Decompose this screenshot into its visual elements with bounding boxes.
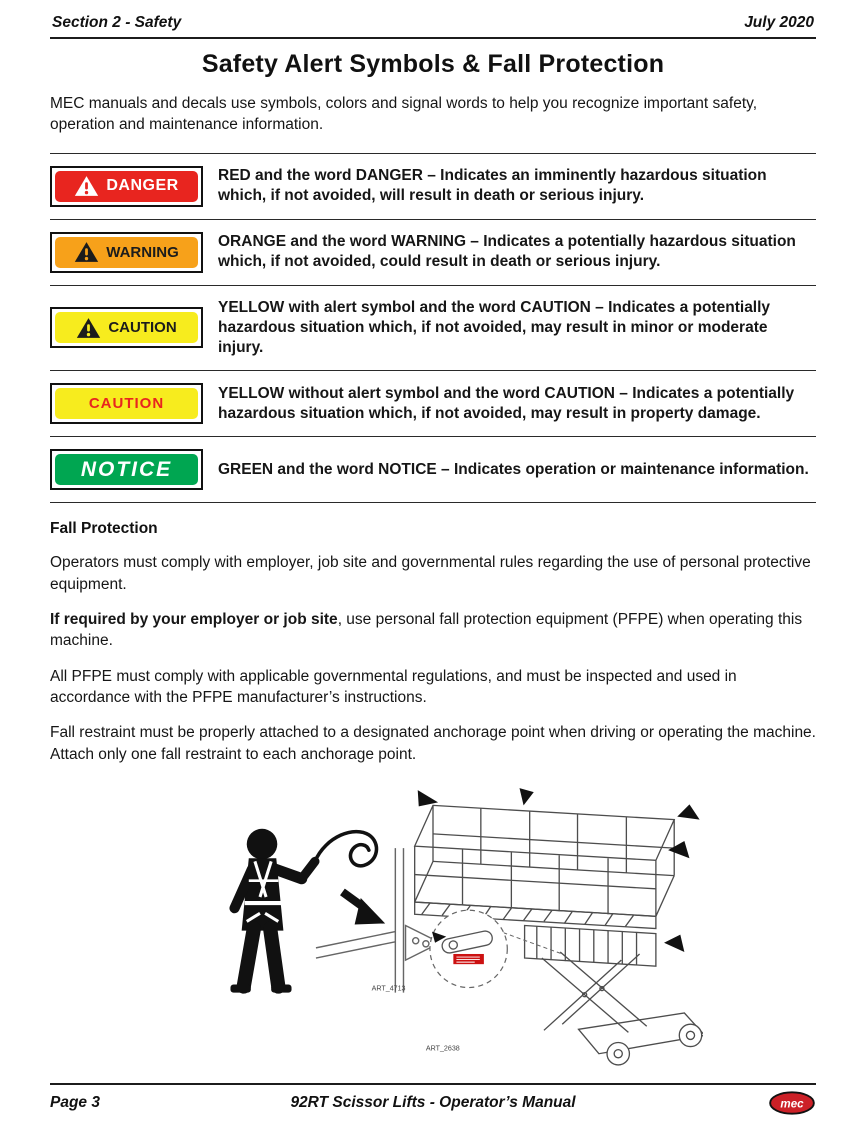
- fall-protection-paragraph-4: Fall restraint must be properly attached to a designated anchorage point when driving or operating the machine. Attach only one fall restraint to each anchorage point.: [50, 724, 816, 763]
- alert-symbols-table: [50, 153, 816, 503]
- pfpe-bold-lead: If required by your employer or job site: [50, 610, 338, 628]
- header-section: Section 2 - Safety: [52, 14, 182, 31]
- alert-row-warning: [50, 219, 816, 285]
- pfpe-rest: , use personal fall protection equipment (PFPE) when operating this machine.: [50, 610, 803, 650]
- caution-description: YELLOW with alert symbol and the word CAUTION – Indicates a potentially hazardous situation which, if not avoided, may result in minor or moderate injury.: [218, 298, 771, 357]
- warning-description: ORANGE and the word WARNING – Indicates a potentially hazardous situation which, if not avoided, could result in death or serious injury.: [218, 233, 796, 271]
- alert-triangle-icon: [74, 175, 99, 197]
- alert-triangle-icon: [76, 317, 101, 339]
- danger-sign: [50, 166, 203, 207]
- danger-description: RED and the word DANGER – Indicates an imminently hazardous situation which, if not avoided, will result in death or serious injury.: [218, 167, 767, 205]
- footer-manual-title: 92RT Scissor Lifts - Operator’s Manual: [290, 1094, 576, 1111]
- caution-plain-sign: [50, 383, 203, 424]
- caution-label: CAUTION: [108, 319, 177, 337]
- worker-silhouette: [230, 829, 376, 993]
- fall-protection-paragraph-3: All PFPE must comply with applicable governmental regulations, and must be inspected and used in accordance with the PFPE manufacturer’s instructions.: [50, 667, 737, 707]
- alert-row-caution-plain: [50, 370, 816, 436]
- caution-sign: [50, 307, 203, 348]
- header-rule: [50, 37, 816, 39]
- mec-logo-text: mec: [780, 1098, 804, 1111]
- page-header: [50, 14, 816, 37]
- page-footer: [50, 1083, 816, 1116]
- notice-description: GREEN and the word NOTICE – Indicates operation or maintenance information.: [218, 460, 809, 478]
- fall-protection-paragraph-1: Operators must comply with employer, job site and governmental rules regarding the use of personal protective equipment.: [50, 554, 811, 593]
- caution-plain-label: CAUTION: [88, 395, 165, 413]
- intro-paragraph: MEC manuals and decals use symbols, colors and signal words to help you recognize important safety, operation and maintenance information.: [50, 95, 758, 134]
- caution-plain-description: YELLOW without alert symbol and the word CAUTION – Indicates a potentially hazardous situation which, if not avoided, may result in property damage.: [218, 384, 795, 422]
- alert-row-notice: [50, 436, 816, 502]
- art-label-1: ART_4713: [371, 984, 406, 993]
- notice-sign: [50, 449, 203, 490]
- fall-protection-figure: [163, 783, 703, 1070]
- fall-protection-heading: Fall Protection: [50, 520, 158, 538]
- art-label-2: ART_2638: [425, 1044, 460, 1053]
- page-title: Safety Alert Symbols & Fall Protection: [201, 50, 665, 78]
- anchorage-arrow-icon: [342, 892, 385, 925]
- footer-page-number: Page 3: [50, 1094, 100, 1111]
- warning-sign: [50, 232, 203, 273]
- lanyard-rope: [315, 832, 377, 866]
- footer-logo: [576, 1090, 816, 1116]
- notice-label: NOTICE: [80, 457, 173, 481]
- alert-triangle-icon: [74, 241, 99, 263]
- danger-label: DANGER: [106, 177, 179, 195]
- inset-warning-label: [453, 954, 484, 964]
- fall-protection-paragraph-2: [50, 609, 816, 652]
- warning-label: WARNING: [106, 243, 179, 261]
- mec-logo-icon: [768, 1090, 816, 1116]
- alert-row-caution-symbol: [50, 285, 816, 370]
- header-date: July 2020: [744, 14, 814, 31]
- alert-row-danger: [50, 153, 816, 219]
- fall-protection-illustration: [163, 783, 703, 1070]
